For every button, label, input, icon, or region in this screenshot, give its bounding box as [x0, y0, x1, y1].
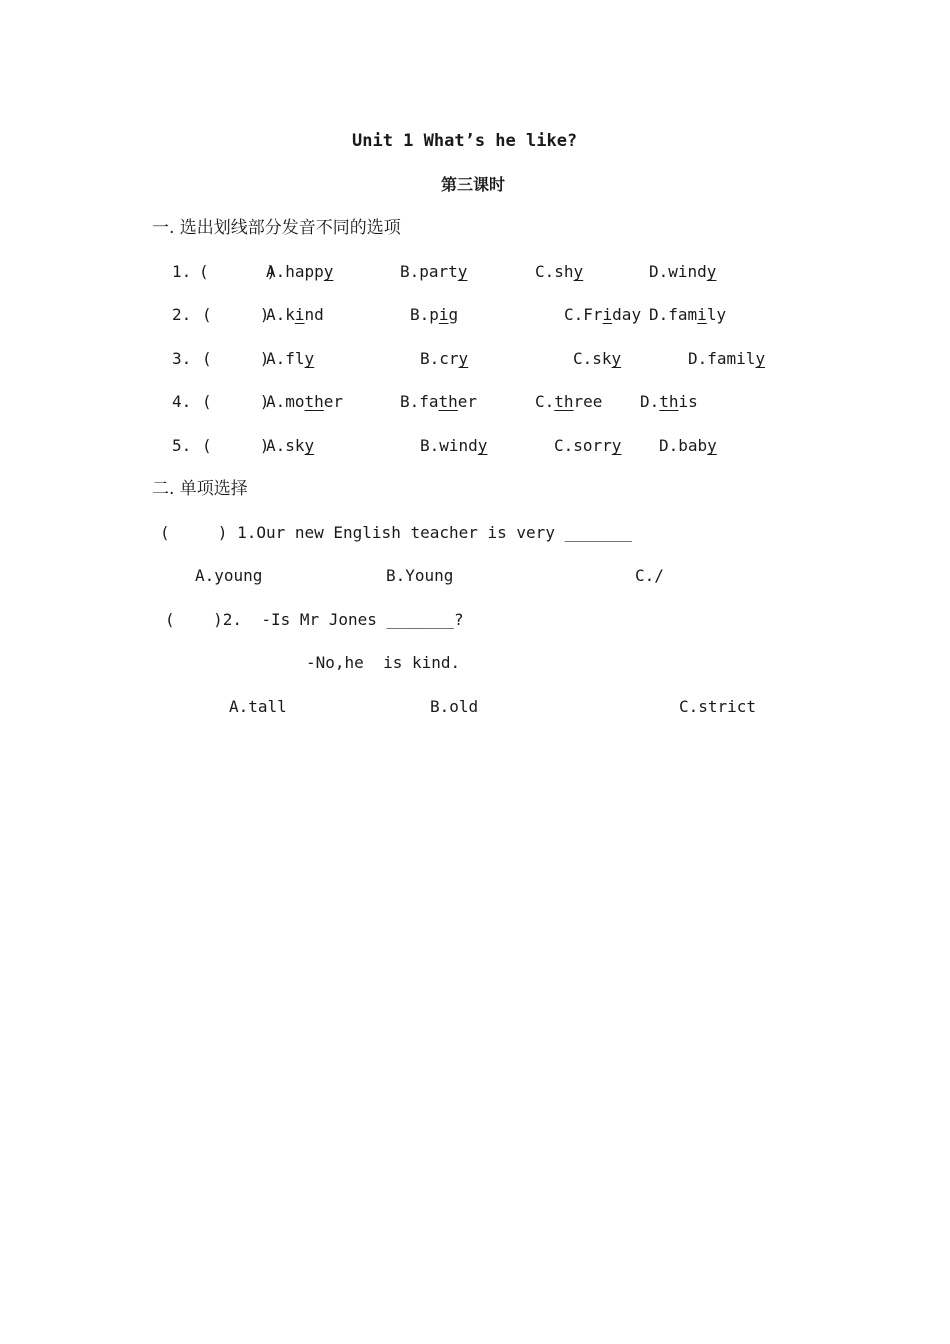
question-number: 4. [172, 392, 192, 411]
option-b: B.old [430, 697, 479, 716]
option-a: A.mother [266, 392, 344, 411]
section-1-heading: 一. 选出划线部分发音不同的选项 [152, 218, 401, 238]
option-d: D.family [688, 349, 766, 368]
option-c: C./ [635, 566, 664, 585]
answer-bracket: ( ) [202, 305, 270, 324]
option-a: A.happy [266, 262, 334, 281]
answer-bracket: ( ) [202, 436, 270, 455]
option-c: C.sorry [554, 436, 622, 455]
underlined-letters: y [573, 262, 584, 281]
option-c: C.shy [535, 262, 584, 281]
option-c: C.strict [679, 697, 757, 716]
underlined-letters: y [477, 436, 488, 455]
option-b: B.cry [420, 349, 469, 368]
underlined-letters: y [304, 436, 315, 455]
option-d: D.family [649, 305, 727, 324]
dialogue-reply: -No,he is kind. [306, 653, 461, 672]
answer-bracket: ( ) [202, 392, 270, 411]
question-number: 2. [172, 305, 192, 324]
underlined-letters: y [755, 349, 766, 368]
underlined-letters: y [457, 262, 468, 281]
underlined-letters: i [438, 305, 449, 324]
underlined-letters: i [294, 305, 305, 324]
answer-bracket: ( ) [199, 262, 277, 281]
underlined-letters: i [697, 305, 707, 324]
underlined-letters: y [611, 436, 622, 455]
option-d: D.baby [659, 436, 717, 455]
underlined-letters: th [554, 392, 574, 411]
answer-bracket: ( ) [202, 349, 270, 368]
option-a: A.kind [266, 305, 324, 324]
question-stem: ( )2. -Is Mr Jones _______? [165, 610, 464, 629]
option-a: A.young [195, 566, 263, 585]
option-b: B.pig [410, 305, 459, 324]
underlined-letters: y [706, 262, 717, 281]
option-c: C.three [535, 392, 603, 411]
question-number: 3. [172, 349, 192, 368]
underlined-letters: th [438, 392, 458, 411]
question-number: 5. [172, 436, 192, 455]
option-c: C.sky [573, 349, 622, 368]
option-d: D.this [640, 392, 698, 411]
underlined-letters: y [304, 349, 315, 368]
question-stem: ( ) 1.Our new English teacher is very _______ [160, 523, 633, 542]
lesson-subtitle: 第三课时 [441, 175, 506, 194]
option-b: B.father [400, 392, 478, 411]
page-title: Unit 1 What’s he like? [352, 131, 578, 151]
option-a: A.fly [266, 349, 315, 368]
underlined-letters: y [323, 262, 334, 281]
underlined-letters: th [659, 392, 679, 411]
option-a: A.sky [266, 436, 315, 455]
option-d: D.windy [649, 262, 717, 281]
underlined-letters: y [458, 349, 469, 368]
option-b: B.windy [420, 436, 488, 455]
underlined-letters: y [611, 349, 622, 368]
question-number: 1. [172, 262, 192, 281]
underlined-letters: th [304, 392, 324, 411]
underlined-letters: y [707, 436, 717, 455]
option-c: C.Friday [564, 305, 642, 324]
option-a: A.tall [229, 697, 287, 716]
section-2-heading: 二. 单项选择 [152, 479, 248, 499]
underlined-letters: i [602, 305, 613, 324]
option-b: B.party [400, 262, 468, 281]
option-b: B.Young [386, 566, 454, 585]
